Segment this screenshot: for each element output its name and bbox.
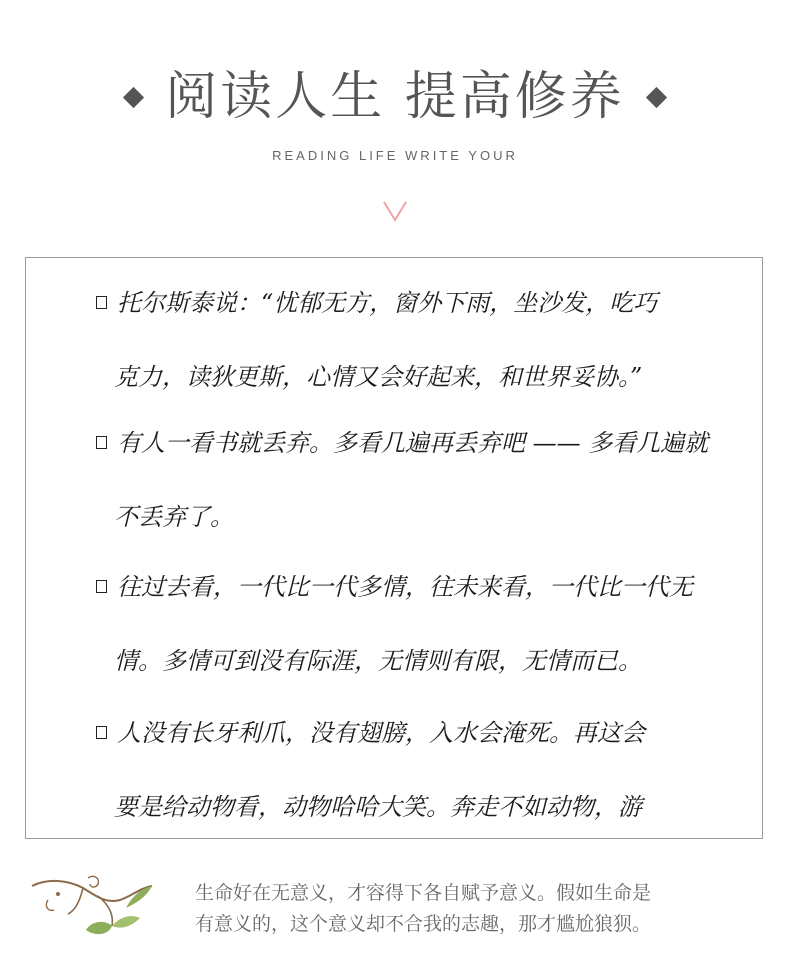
- note-line: [96, 770, 716, 839]
- note-line-text: 情。多情可到没有际涯，无情则有限，无情而已。: [114, 647, 642, 675]
- quote-line-2: 有意义的，这个意义却不合我的志趣，那才尴尬狼狈。: [195, 913, 652, 935]
- checkbox-icon: [96, 726, 107, 739]
- note-paragraph-2: [96, 406, 716, 554]
- note-line-text: 托尔斯泰说：“忧郁无方，窗外下雨，坐沙发，吃巧: [117, 289, 658, 317]
- title-row: [0, 62, 790, 132]
- note-line: [96, 550, 716, 624]
- note-paragraph-3: [96, 550, 716, 698]
- note-line-text: 要是给动物看，动物哈哈大笑。奔走不如动物，游: [114, 793, 642, 821]
- footer-quote: [195, 878, 765, 940]
- note-line: [96, 480, 716, 554]
- note-paragraph-1: [96, 266, 716, 414]
- note-paragraph-4: [96, 696, 716, 839]
- note-line: [96, 340, 716, 414]
- checkbox-icon: [96, 296, 107, 309]
- note-line-text: 人没有长牙利爪，没有翅膀，入水会淹死。再这会: [117, 719, 645, 747]
- note-line: [96, 696, 716, 770]
- page-title: 阅读人生 提高修养: [165, 67, 625, 127]
- note-line: [96, 266, 716, 340]
- chevron-down-icon: [382, 200, 408, 222]
- handwritten-note-card: [25, 257, 763, 839]
- note-line-text: 往过去看，一代比一代多情，往未来看，一代比一代无: [117, 573, 693, 601]
- note-line: [96, 406, 716, 480]
- checkbox-icon: [96, 580, 107, 593]
- note-line-text: 克力，读狄更斯，心情又会好起来，和世界妥协。”: [114, 363, 643, 391]
- page-subtitle: READING LIFE WRITE YOUR: [272, 148, 518, 163]
- note-line-text: 有人一看书就丢弃。多看几遍再丢弃吧 —— 多看几遍就: [117, 429, 709, 457]
- note-line-text: 不丢弃了。: [114, 503, 234, 531]
- note-line: [96, 624, 716, 698]
- quote-line-1: 生命好在无意义，才容得下各自赋予意义。假如生命是: [195, 882, 652, 904]
- checkbox-icon: [96, 436, 107, 449]
- vine-leaves-icon: [28, 874, 168, 944]
- diamond-right-icon: [646, 86, 667, 107]
- diamond-left-icon: [123, 86, 144, 107]
